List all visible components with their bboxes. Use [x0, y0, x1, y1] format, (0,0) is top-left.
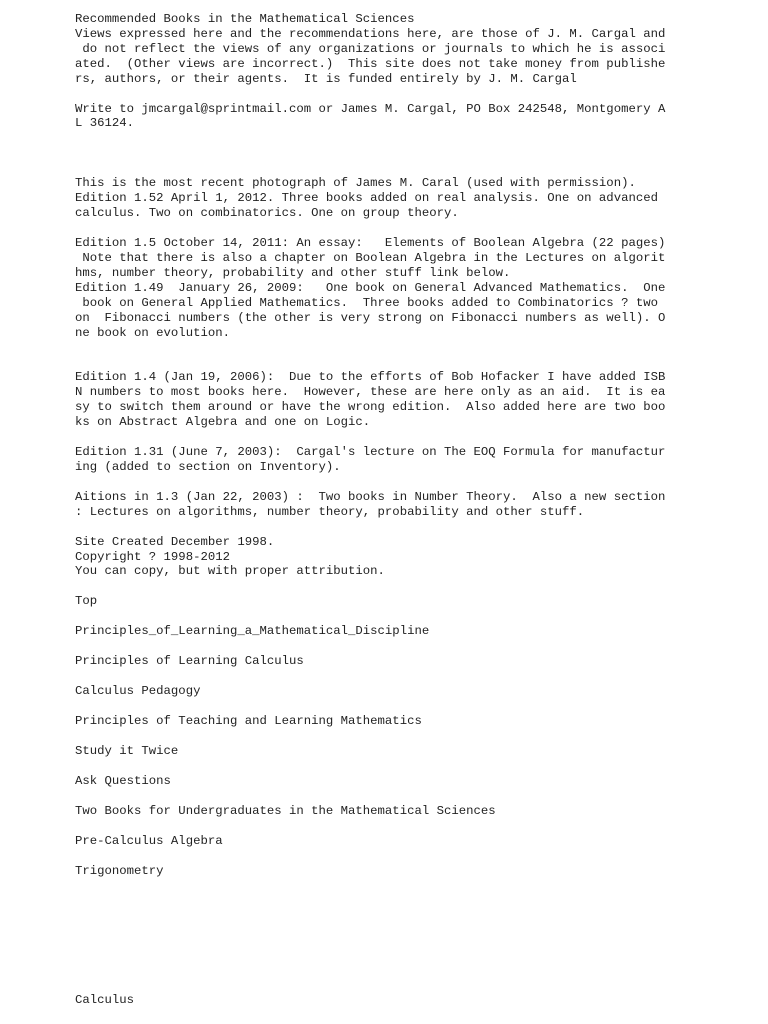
edition-line: Edition 1.49 January 26, 2009: One book on General Advanced Mathematics. One — [75, 280, 666, 295]
edition-line: ne book on evolution. — [75, 325, 230, 340]
link-calculus[interactable]: Calculus — [75, 993, 135, 1008]
intro-line: rs, authors, or their agents. It is funded entirely by J. M. Cargal — [75, 71, 577, 86]
edition-line: This is the most recent photograph of James M. Caral (used with permission). — [75, 176, 636, 191]
copyright-text: Copyright ? 1998-2012 — [75, 549, 230, 564]
contact-line: Write to jmcargal@sprintmail.com or James M. Cargal, PO Box 242548, Montgomery A — [75, 101, 666, 116]
edition-line: Edition 1.52 April 1, 2012. Three books added on real analysis. One on advanced — [75, 191, 658, 206]
edition-13-paragraph — [75, 490, 755, 520]
edition-14-paragraph — [75, 370, 755, 430]
link-top[interactable]: Top — [75, 594, 98, 609]
link-pre-calculus-algebra[interactable]: Pre-Calculus Algebra — [75, 833, 223, 848]
edition-line: : Lectures on algorithms, number theory, probability and other stuff. — [75, 504, 585, 519]
edition-line: Edition 1.4 (Jan 19, 2006): Due to the efforts of Bob Hofacker I have added ISB — [75, 370, 666, 385]
section-links — [75, 594, 755, 878]
edition-line: sy to switch them around or have the wrong edition. Also added here are two boo — [75, 400, 666, 415]
edition-line: ks on Abstract Algebra and one on Logic. — [75, 415, 371, 430]
edition-line: Edition 1.31 (June 7, 2003): Cargal's lecture on The EOQ Formula for manufactur — [75, 445, 666, 460]
link-principles-of-learning-discipline[interactable]: Principles_of_Learning_a_Mathematical_Discipline — [75, 624, 430, 639]
intro-line: Views expressed here and the recommendations here, are those of J. M. Cargal and — [75, 26, 666, 41]
contact-paragraph — [75, 102, 755, 132]
site-info-paragraph — [75, 535, 755, 580]
edition-line: hms, number theory, probability and other stuff link below. — [75, 265, 511, 280]
page-title: Recommended Books in the Mathematical Sciences — [75, 12, 415, 26]
link-principles-of-learning-calculus[interactable]: Principles of Learning Calculus — [75, 654, 304, 669]
edition-line: ing (added to section on Inventory). — [75, 459, 341, 474]
link-calculus-pedagogy[interactable]: Calculus Pedagogy — [75, 684, 201, 699]
intro-line: ated. (Other views are incorrect.) This site does not take money from publishe — [75, 56, 666, 71]
edition-line: Note that there is also a chapter on Boolean Algebra in the Lectures on algorit — [75, 250, 666, 265]
link-principles-of-teaching[interactable]: Principles of Teaching and Learning Mathematics — [75, 714, 422, 728]
document-page — [75, 12, 755, 1023]
edition-line: on Fibonacci numbers (the other is very strong on Fibonacci numbers as well). O — [75, 310, 666, 325]
intro-paragraph — [75, 27, 755, 87]
edition-line: Aitions in 1.3 (Jan 22, 2003) : Two books in Number Theory. Also a new section — [75, 489, 666, 504]
edition-15-paragraph — [75, 236, 755, 340]
link-trigonometry[interactable]: Trigonometry — [75, 863, 164, 878]
edition-131-paragraph — [75, 445, 755, 475]
link-two-books-undergraduates[interactable]: Two Books for Undergraduates in the Mathematical Sciences — [75, 803, 496, 818]
edition-152-paragraph — [75, 176, 755, 221]
attribution-text: You can copy, but with proper attribution. — [75, 564, 385, 579]
link-study-it-twice[interactable]: Study it Twice — [75, 743, 179, 758]
edition-line: book on General Applied Mathematics. Three books added to Combinatorics ? two — [75, 295, 658, 310]
link-ask-questions[interactable]: Ask Questions — [75, 773, 171, 788]
edition-line: N numbers to most books here. However, these are here only as an aid. It is ea — [75, 385, 666, 400]
contact-line: L 36124. — [75, 116, 135, 131]
site-created-text: Site Created December 1998. — [75, 534, 275, 549]
edition-line: calculus. Two on combinatorics. One on group theory. — [75, 206, 459, 221]
edition-line: Edition 1.5 October 14, 2011: An essay: Elements of Boolean Algebra (22 pages) — [75, 236, 666, 251]
intro-line: do not reflect the views of any organizations or journals to which he is associ — [75, 41, 666, 56]
